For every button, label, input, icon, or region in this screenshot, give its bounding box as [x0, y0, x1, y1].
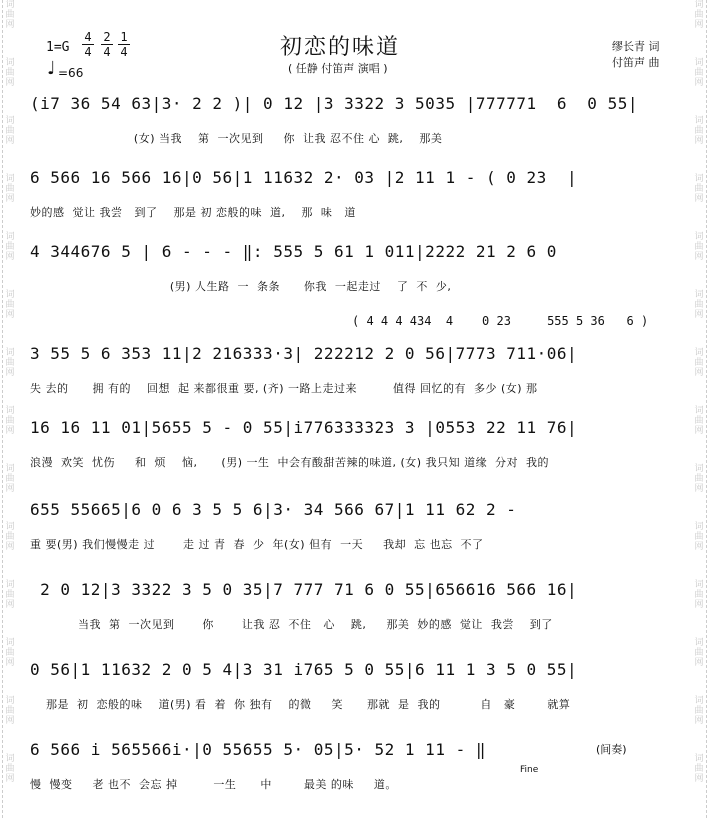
watermark-block — [3, 638, 17, 696]
notation-line: 6 566 16 566 16|0 56|1 11632 2· 03 |2 11 1 - ( 0 23 | — [30, 168, 578, 187]
notation-line: 655 55665|6 0 6 3 5 5 6|3· 34 566 67|1 11 62 2 - — [30, 500, 527, 519]
watermark-char: 网 — [5, 252, 15, 262]
watermark-char: 词 — [5, 754, 15, 764]
score-row-7 — [30, 572, 682, 644]
watermark-right — [692, 0, 707, 818]
watermark-char: 网 — [5, 368, 15, 378]
watermark-char: 网 — [694, 484, 704, 494]
lyric-line: (女) 当我 第 一次见到 你 让我 忍不住 心 跳, 那美 — [30, 132, 443, 145]
watermark-block — [692, 0, 706, 58]
watermark-block — [692, 290, 706, 348]
watermark-char: 词 — [694, 406, 704, 416]
watermark-char: 曲 — [694, 184, 704, 194]
lyric-line: 浪漫 欢笑 忧伤 和 烦 恼, (男) 一生 中会有酸甜苦辣的味道, (女) 我只知 道缘 分对 我的 — [30, 456, 550, 469]
watermark-char: 曲 — [694, 648, 704, 658]
watermark-block — [3, 754, 17, 812]
watermark-char: 曲 — [694, 764, 704, 774]
watermark-char: 网 — [5, 20, 15, 30]
lyric-line: 妙的感 觉让 我尝 到了 那是 初 恋般的味 道, 那 味 道 — [30, 206, 356, 219]
watermark-char: 网 — [5, 310, 15, 320]
watermark-block — [692, 638, 706, 696]
alternate-notation-line: ( 4 4 4 434 4 0 23 555 5 36 6 ) — [352, 314, 649, 328]
lyric-line: 那是 初 恋般的味 道(男) 看 着 你 独有 的微 笑 那就 是 我的 自 豪 就算 — [30, 698, 571, 711]
notation-line: (i7 36 54 63|3· 2 2 )| 0 12 |3 3322 3 5035 |777771 6 0 55| — [30, 94, 638, 113]
watermark-char: 曲 — [694, 358, 704, 368]
watermark-char: 网 — [694, 136, 704, 146]
watermark-char: 网 — [694, 426, 704, 436]
singers: ( 任静 付笛声 演唱 ) — [288, 62, 388, 75]
tempo-marking: =66 — [58, 66, 84, 80]
time-signature-2-4: 2 4 — [101, 30, 113, 59]
watermark-char: 词 — [5, 232, 15, 242]
watermark-char: 曲 — [5, 68, 15, 78]
watermark-char: 曲 — [5, 10, 15, 20]
watermark-char: 网 — [5, 774, 15, 784]
time-signature-1-4: 1 4 — [118, 30, 130, 59]
watermark-char: 曲 — [5, 358, 15, 368]
watermark-char: 网 — [5, 426, 15, 436]
watermark-char: 曲 — [5, 242, 15, 252]
score-row-5 — [30, 410, 682, 482]
watermark-block — [3, 696, 17, 754]
lyric-line: 慢 慢变 老 也不 会忘 掉 一生 中 最美 的味 道。 — [30, 778, 397, 791]
score-row-3 — [30, 234, 682, 306]
watermark-char: 词 — [694, 638, 704, 648]
watermark-char: 网 — [5, 484, 15, 494]
watermark-char: 词 — [694, 0, 704, 10]
watermark-char: 曲 — [694, 242, 704, 252]
score-row-2 — [30, 160, 682, 232]
watermark-block — [692, 174, 706, 232]
watermark-char: 词 — [5, 290, 15, 300]
watermark-left — [2, 0, 17, 818]
watermark-block — [692, 406, 706, 464]
watermark-char: 曲 — [694, 590, 704, 600]
watermark-block — [3, 290, 17, 348]
interlude-marking: (间奏) — [596, 743, 627, 756]
watermark-block — [3, 464, 17, 522]
watermark-char: 词 — [694, 174, 704, 184]
watermark-char: 词 — [5, 58, 15, 68]
watermark-char: 词 — [694, 696, 704, 706]
score-row-4 — [30, 336, 682, 408]
watermark-char: 曲 — [5, 706, 15, 716]
watermark-block — [3, 406, 17, 464]
watermark-char: 曲 — [5, 416, 15, 426]
watermark-block — [692, 464, 706, 522]
watermark-char: 词 — [5, 348, 15, 358]
watermark-char: 曲 — [694, 68, 704, 78]
fine-marking: Fine — [520, 765, 539, 775]
notation-line: 6 566 i 565566i·|0 55655 5· 05|5· 52 1 11 - ‖ — [30, 740, 486, 759]
watermark-char: 网 — [694, 194, 704, 204]
watermark-char: 曲 — [5, 590, 15, 600]
watermark-char: 网 — [5, 600, 15, 610]
watermark-char: 网 — [694, 78, 704, 88]
watermark-char: 网 — [694, 20, 704, 30]
watermark-char: 曲 — [5, 184, 15, 194]
watermark-char: 词 — [5, 522, 15, 532]
watermark-char: 网 — [5, 658, 15, 668]
notation-line: 2 0 12|3 3322 3 5 0 35|7 777 71 6 0 55|656616 566 16| — [30, 580, 578, 599]
lyric-line: 失 去的 拥 有的 回想 起 来都很重 要, (齐) 一路上走过来 值得 回忆的有 多少 (女) 那 — [30, 382, 538, 395]
watermark-char: 网 — [694, 658, 704, 668]
song-title: 初恋的味道 — [280, 35, 401, 60]
watermark-char: 曲 — [694, 474, 704, 484]
watermark-char: 曲 — [5, 474, 15, 484]
watermark-char: 曲 — [5, 126, 15, 136]
watermark-block — [692, 580, 706, 638]
score-row-6 — [30, 492, 682, 564]
watermark-char: 网 — [5, 194, 15, 204]
watermark-char: 曲 — [694, 126, 704, 136]
watermark-char: 网 — [694, 368, 704, 378]
watermark-char: 曲 — [694, 416, 704, 426]
watermark-char: 曲 — [5, 300, 15, 310]
watermark-block — [3, 116, 17, 174]
watermark-block — [692, 696, 706, 754]
watermark-char: 网 — [694, 310, 704, 320]
quarter-note-icon: ♩ — [47, 58, 56, 79]
watermark-char: 词 — [694, 348, 704, 358]
watermark-block — [3, 174, 17, 232]
watermark-block — [3, 232, 17, 290]
watermark-block — [692, 522, 706, 580]
watermark-char: 网 — [5, 78, 15, 88]
watermark-char: 词 — [5, 116, 15, 126]
watermark-char: 网 — [694, 542, 704, 552]
watermark-char: 曲 — [694, 10, 704, 20]
watermark-block — [3, 580, 17, 638]
notation-line: 16 16 11 01|5655 5 - 0 55|i776333323 3 |0553 22 11 76| — [30, 418, 578, 437]
watermark-char: 词 — [694, 290, 704, 300]
score-row-1 — [30, 86, 682, 158]
score-row-9 — [30, 732, 682, 804]
watermark-char: 网 — [5, 136, 15, 146]
watermark-char: 词 — [694, 116, 704, 126]
watermark-block — [692, 754, 706, 812]
watermark-block — [3, 522, 17, 580]
notation-line: 0 56|1 11632 2 0 5 4|3 31 i765 5 0 55|6 11 1 3 5 0 55| — [30, 660, 578, 679]
watermark-char: 网 — [694, 600, 704, 610]
watermark-char: 词 — [694, 464, 704, 474]
watermark-block — [692, 116, 706, 174]
watermark-char: 网 — [694, 774, 704, 784]
watermark-char: 词 — [5, 638, 15, 648]
score-row-8 — [30, 652, 682, 724]
score-header — [0, 0, 690, 82]
time-signature-4-4: 4 4 — [82, 30, 94, 59]
watermark-char: 网 — [5, 716, 15, 726]
watermark-char: 词 — [694, 232, 704, 242]
watermark-block — [3, 348, 17, 406]
key-signature: 1=G — [46, 40, 70, 55]
notation-line: 3 55 5 6 353 11|2 216333·3| 222212 2 0 56|7773 711·06| — [30, 344, 578, 363]
watermark-block — [692, 232, 706, 290]
watermark-char: 网 — [694, 252, 704, 262]
watermark-char: 词 — [5, 464, 15, 474]
watermark-block — [692, 58, 706, 116]
watermark-char: 网 — [5, 542, 15, 552]
lyricist: 缪长青 词 — [612, 40, 660, 53]
watermark-char: 词 — [5, 406, 15, 416]
watermark-char: 曲 — [694, 300, 704, 310]
watermark-char: 词 — [694, 58, 704, 68]
watermark-char: 曲 — [694, 706, 704, 716]
lyric-line: 当我 第 一次见到 你 让我 忍 不住 心 跳, 那美 妙的感 觉让 我尝 到了 — [30, 618, 553, 631]
watermark-char: 曲 — [5, 764, 15, 774]
lyric-line: (男) 人生路 一 条条 你我 一起走过 了 不 少, — [30, 280, 452, 293]
watermark-char: 网 — [694, 716, 704, 726]
watermark-char: 词 — [5, 696, 15, 706]
watermark-char: 词 — [5, 174, 15, 184]
watermark-char: 词 — [694, 754, 704, 764]
watermark-char: 词 — [5, 580, 15, 590]
notation-line: 4 344676 5 | 6 - - - ‖: 555 5 61 1 011|2222 21 2 6 0 — [30, 242, 557, 261]
watermark-char: 曲 — [694, 532, 704, 542]
composer: 付笛声 曲 — [612, 56, 660, 69]
watermark-char: 曲 — [5, 532, 15, 542]
watermark-char: 词 — [694, 580, 704, 590]
watermark-char: 词 — [694, 522, 704, 532]
lyric-line: 重 要(男) 我们慢慢走 过 走 过 青 春 少 年(女) 但有 一天 我却 忘 也忘 不了 — [30, 538, 484, 551]
watermark-char: 曲 — [5, 648, 15, 658]
watermark-block — [692, 348, 706, 406]
watermark-char: 词 — [5, 0, 15, 10]
